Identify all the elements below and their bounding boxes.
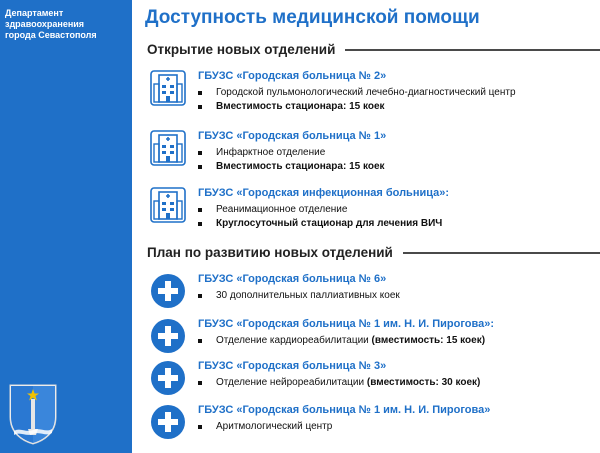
hospital-building-icon (150, 70, 186, 106)
detail-list (198, 376, 480, 390)
page-title: Доступность медицинской помощи (145, 7, 480, 28)
hospital-name: ГБУЗС «Городская больница № 1 им. Н. И. Пирогова» (198, 404, 491, 416)
hospital-building-icon (150, 187, 186, 223)
hospital-building-icon (150, 130, 186, 166)
medical-cross-icon (150, 404, 186, 440)
hospital-name: ГБУЗС «Городская больница № 6» (198, 273, 387, 285)
list-item: Круглосуточный стационар для лечения ВИЧ (198, 217, 442, 231)
hospital-name: ГБУЗС «Городская больница № 1» (198, 130, 387, 142)
detail-list (198, 86, 516, 114)
detail-list (198, 146, 385, 174)
hospital-name: ГБУЗС «Городская больница № 1 им. Н. И. Пирогова»: (198, 318, 495, 330)
list-item: Реанимационное отделение (198, 203, 442, 217)
list-item: Отделение кардиореабилитации (вместимость: 15 коек) (198, 334, 485, 348)
detail-list (198, 334, 485, 348)
list-item: Вместимость стационара: 15 коек (198, 100, 516, 114)
sidebar (0, 0, 132, 453)
hospital-name: ГБУЗС «Городская инфекционная больница»: (198, 187, 450, 199)
list-item: Вместимость стационара: 15 коек (198, 160, 385, 174)
list-item: Отделение нейрореабилитации (вместимость: 30 коек) (198, 376, 480, 390)
detail-list (198, 203, 442, 231)
list-item: Аритмологический центр (198, 420, 332, 434)
section-heading-opening: Открытие новых отделений (140, 40, 600, 60)
medical-cross-icon (150, 273, 186, 309)
medical-cross-icon (150, 360, 186, 396)
list-item: Инфарктное отделение (198, 146, 385, 160)
list-item: 30 дополнительных паллиативных коек (198, 289, 400, 303)
list-item: Городской пульмонологический лечебно-диагностический центр (198, 86, 516, 100)
detail-list (198, 420, 332, 434)
medical-cross-icon (150, 318, 186, 354)
hospital-name: ГБУЗС «Городская больница № 2» (198, 70, 387, 82)
department-name: Департамент здравоохранения города Севастополя (5, 8, 97, 40)
section-heading-plan: План по развитию новых отделений (140, 243, 600, 263)
hospital-name: ГБУЗС «Городская больница № 3» (198, 360, 387, 372)
sevastopol-coat-of-arms-icon (8, 383, 58, 445)
detail-list (198, 289, 400, 303)
